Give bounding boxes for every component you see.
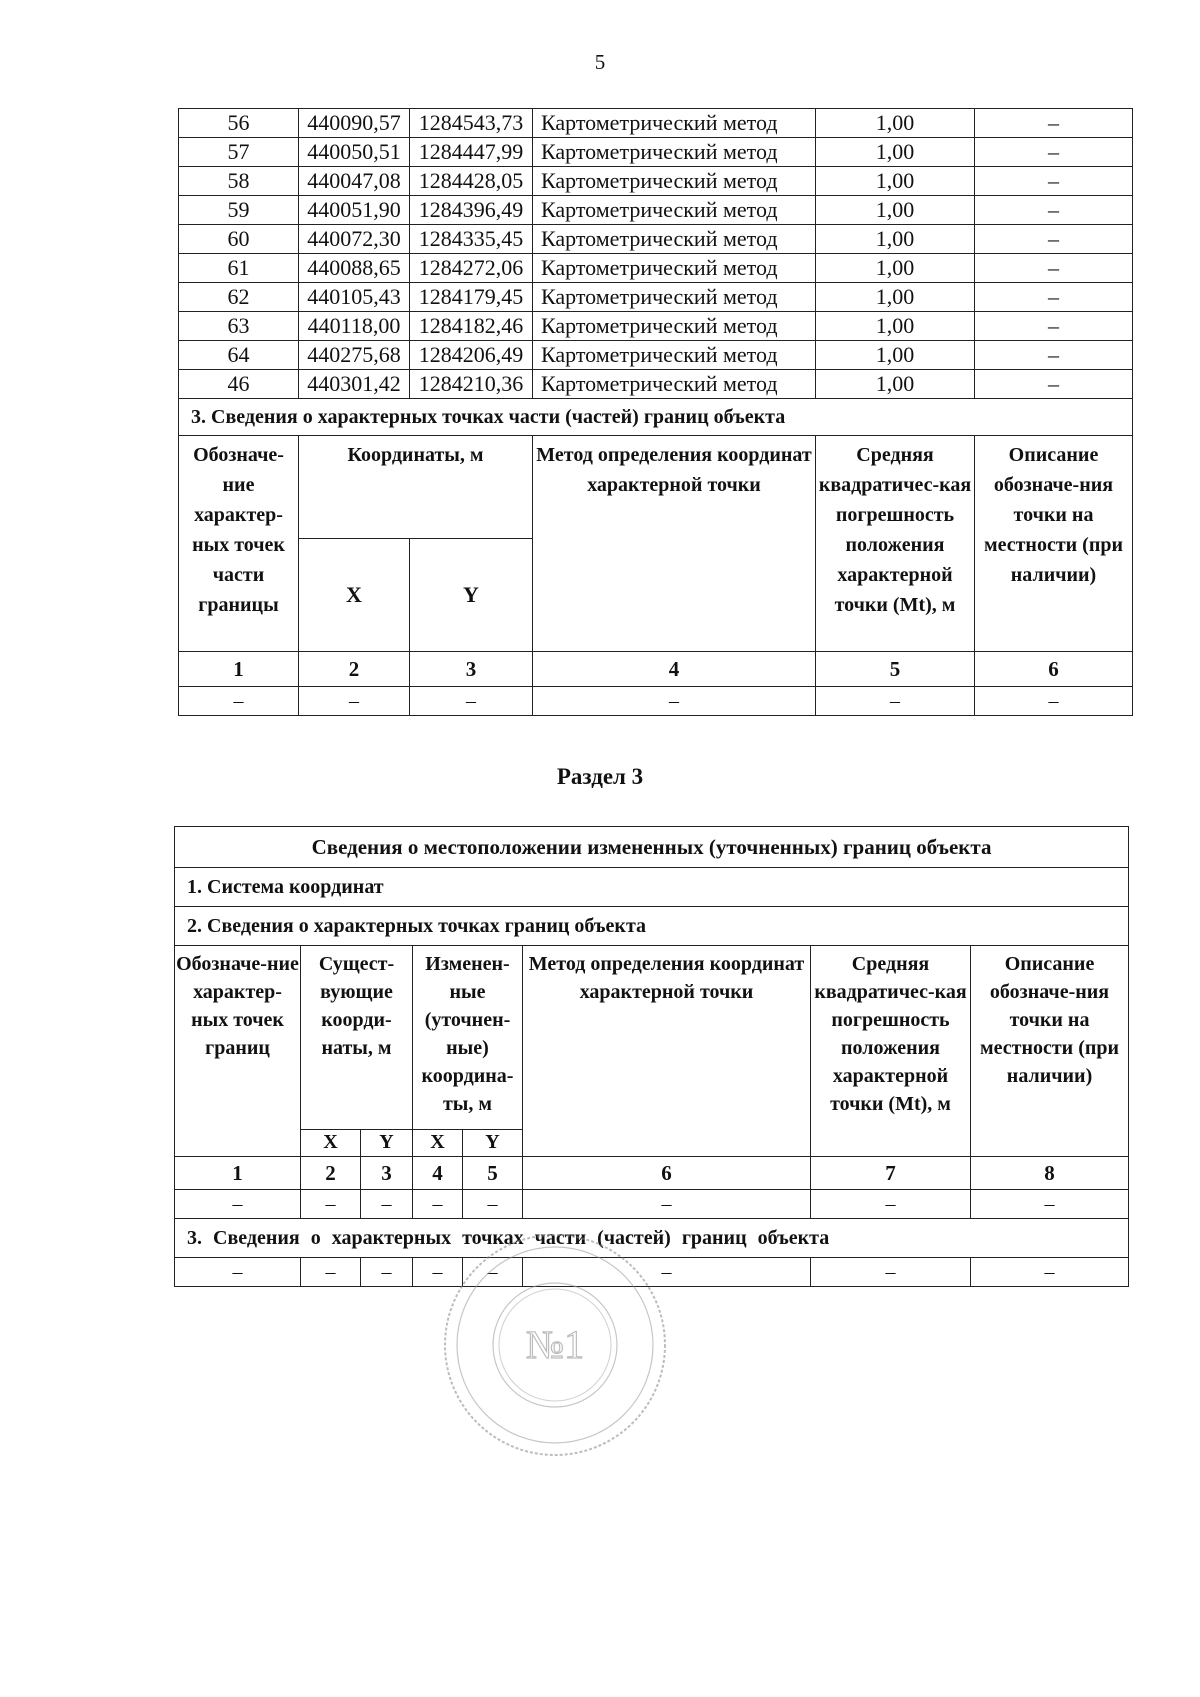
cell-n: 64 xyxy=(179,341,299,370)
empty-cell: – xyxy=(523,1258,811,1287)
col-num: 1 xyxy=(175,1157,301,1190)
cell-mt: 1,00 xyxy=(816,283,975,312)
cell-y: 1284272,06 xyxy=(410,254,533,283)
cell-x: 440105,43 xyxy=(299,283,410,312)
header-x: X xyxy=(299,539,410,652)
page-number: 5 xyxy=(594,50,606,74)
cell-mt: 1,00 xyxy=(816,341,975,370)
cell-mt: 1,00 xyxy=(816,254,975,283)
cell-x: 440118,00 xyxy=(299,312,410,341)
empty-cell: – xyxy=(463,1190,523,1219)
cell-n: 46 xyxy=(179,370,299,399)
cell-y: 1284179,45 xyxy=(410,283,533,312)
cell-x: 440275,68 xyxy=(299,341,410,370)
header-y-existing: Y xyxy=(361,1129,413,1156)
empty-row xyxy=(179,687,1133,716)
table2-title: Сведения о местоположении измененных (уточненных) границ объекта xyxy=(175,827,1129,868)
cell-desc: – xyxy=(975,196,1133,225)
cell-n: 56 xyxy=(179,109,299,138)
col-num: 5 xyxy=(816,652,975,687)
header-designation: Обозначе-ние характер-ных точек границ xyxy=(175,946,301,1157)
empty-cell: – xyxy=(523,1190,811,1219)
empty-cell: – xyxy=(811,1190,971,1219)
cell-desc: – xyxy=(975,341,1133,370)
cell-x: 440301,42 xyxy=(299,370,410,399)
table-row xyxy=(179,312,1133,341)
col-num: 8 xyxy=(971,1157,1129,1190)
cell-x: 440088,65 xyxy=(299,254,410,283)
empty-cell: – xyxy=(299,687,410,716)
table-row xyxy=(179,196,1133,225)
empty-cell: – xyxy=(361,1258,413,1287)
empty-cell: – xyxy=(361,1190,413,1219)
empty-cell: – xyxy=(463,1258,523,1287)
header-coords: Координаты, м xyxy=(299,436,533,539)
cell-desc: – xyxy=(975,254,1133,283)
section3-title: 3. Сведения о характерных точках части (частей) границ объекта xyxy=(175,1219,1129,1258)
empty-cell: – xyxy=(811,1258,971,1287)
cell-desc: – xyxy=(975,167,1133,196)
cell-y: 1284543,73 xyxy=(410,109,533,138)
header-x-existing: X xyxy=(301,1129,361,1156)
cell-method: Картометрический метод xyxy=(533,109,816,138)
col-num: 5 xyxy=(463,1157,523,1190)
cell-method: Картометрический метод xyxy=(533,341,816,370)
cell-mt: 1,00 xyxy=(816,225,975,254)
header-method: Метод определения координат характерной точки xyxy=(523,946,811,1157)
col-num: 4 xyxy=(533,652,816,687)
empty-cell: – xyxy=(971,1258,1129,1287)
header-desc: Описание обозначе-ния точки на местности (при наличии) xyxy=(975,436,1133,652)
col-num: 1 xyxy=(179,652,299,687)
cell-method: Картометрический метод xyxy=(533,225,816,254)
section2-title: 2. Сведения о характерных точках границ объекта xyxy=(175,907,1129,946)
cell-method: Картометрический метод xyxy=(533,254,816,283)
col-num: 3 xyxy=(361,1157,413,1190)
cell-mt: 1,00 xyxy=(816,109,975,138)
table-row xyxy=(179,341,1133,370)
empty-cell: – xyxy=(413,1190,463,1219)
cell-n: 63 xyxy=(179,312,299,341)
cell-x: 440047,08 xyxy=(299,167,410,196)
cell-desc: – xyxy=(975,138,1133,167)
empty-row xyxy=(175,1190,1129,1219)
empty-cell: – xyxy=(301,1258,361,1287)
table-row xyxy=(179,167,1133,196)
cell-method: Картометрический метод xyxy=(533,196,816,225)
header-desc: Описание обозначе-ния точки на местности (при наличии) xyxy=(971,946,1129,1157)
cell-method: Картометрический метод xyxy=(533,283,816,312)
header-x-changed: X xyxy=(413,1129,463,1156)
col-num: 3 xyxy=(410,652,533,687)
cell-x: 440072,30 xyxy=(299,225,410,254)
header-y: Y xyxy=(410,539,533,652)
cell-y: 1284206,49 xyxy=(410,341,533,370)
empty-cell: – xyxy=(410,687,533,716)
cell-mt: 1,00 xyxy=(816,370,975,399)
col-num: 6 xyxy=(523,1157,811,1190)
cell-n: 62 xyxy=(179,283,299,312)
empty-cell: – xyxy=(175,1258,301,1287)
cell-y: 1284182,46 xyxy=(410,312,533,341)
cell-y: 1284396,49 xyxy=(410,196,533,225)
cell-x: 440050,51 xyxy=(299,138,410,167)
header-mt: Средняя квадратичес-кая погрешность положения характерной точки (Mt), м xyxy=(811,946,971,1157)
coordinate-system-row: 1. Система координат xyxy=(175,868,1129,907)
table-row xyxy=(179,109,1133,138)
cell-n: 58 xyxy=(179,167,299,196)
cell-y: 1284447,99 xyxy=(410,138,533,167)
cell-mt: 1,00 xyxy=(816,196,975,225)
cell-desc: – xyxy=(975,283,1133,312)
col-num: 2 xyxy=(301,1157,361,1190)
empty-cell: – xyxy=(301,1190,361,1219)
empty-cell: – xyxy=(533,687,816,716)
section3-title: 3. Сведения о характерных точках части (частей) границ объекта xyxy=(179,399,1133,436)
cell-desc: – xyxy=(975,370,1133,399)
official-seal xyxy=(440,1230,670,1460)
table-row xyxy=(179,225,1133,254)
header-method: Метод определения координат характерной точки xyxy=(533,436,816,652)
cell-desc: – xyxy=(975,225,1133,254)
cell-method: Картометрический метод xyxy=(533,167,816,196)
cell-method: Картометрический метод xyxy=(533,138,816,167)
cell-desc: – xyxy=(975,312,1133,341)
empty-cell: – xyxy=(413,1258,463,1287)
seal-number: №1 xyxy=(525,1322,585,1367)
col-num: 2 xyxy=(299,652,410,687)
cell-y: 1284428,05 xyxy=(410,167,533,196)
header-changed-coords: Изменен-ные (уточнен-ные) координа-ты, м xyxy=(413,946,523,1130)
changed-boundaries-table xyxy=(174,826,1129,1287)
cell-mt: 1,00 xyxy=(816,138,975,167)
table-row xyxy=(179,370,1133,399)
empty-cell: – xyxy=(971,1190,1129,1219)
header-existing-coords: Сущест-вующие коорди-наты, м xyxy=(301,946,413,1130)
table-row xyxy=(179,254,1133,283)
empty-cell: – xyxy=(816,687,975,716)
cell-y: 1284210,36 xyxy=(410,370,533,399)
cell-n: 59 xyxy=(179,196,299,225)
cell-x: 440051,90 xyxy=(299,196,410,225)
section-heading: Раздел 3 xyxy=(556,764,644,789)
coordinates-table xyxy=(178,108,1133,716)
cell-mt: 1,00 xyxy=(816,167,975,196)
table-row xyxy=(179,138,1133,167)
header-y-changed: Y xyxy=(463,1129,523,1156)
header-mt: Средняя квадратичес-кая погрешность положения характерной точки (Mt), м xyxy=(816,436,975,652)
header-designation: Обозначе-ние характер-ных точек части границы xyxy=(179,436,299,652)
cell-method: Картометрический метод xyxy=(533,370,816,399)
cell-method: Картометрический метод xyxy=(533,312,816,341)
empty-cell: – xyxy=(179,687,299,716)
cell-n: 57 xyxy=(179,138,299,167)
cell-mt: 1,00 xyxy=(816,312,975,341)
column-numbers-row xyxy=(179,652,1133,687)
col-num: 7 xyxy=(811,1157,971,1190)
cell-y: 1284335,45 xyxy=(410,225,533,254)
cell-desc: – xyxy=(975,109,1133,138)
col-num: 4 xyxy=(413,1157,463,1190)
empty-cell: – xyxy=(175,1190,301,1219)
col-num: 6 xyxy=(975,652,1133,687)
column-numbers-row xyxy=(175,1157,1129,1190)
cell-n: 60 xyxy=(179,225,299,254)
empty-cell: – xyxy=(975,687,1133,716)
table-row xyxy=(179,283,1133,312)
cell-x: 440090,57 xyxy=(299,109,410,138)
cell-n: 61 xyxy=(179,254,299,283)
